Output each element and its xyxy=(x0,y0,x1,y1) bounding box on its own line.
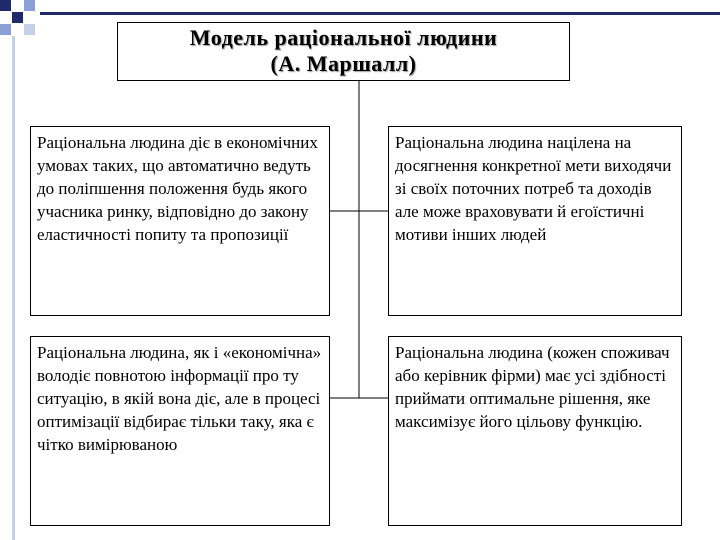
box-bottom-right: Раціональна людина (кожен споживач або керівник фірми) має усі здібності приймати оптимальне рішення, яке максимізує його цільову функцію. xyxy=(388,336,682,526)
title-line-2: (А. Маршалл) xyxy=(270,51,417,76)
title-box xyxy=(117,22,570,81)
box-bottom-left: Раціональна людина, як і «економічна» володіє повнотою інформації про ту ситуацію, в якій вона діє, але в процесі оптимізації відбирає тільки таку, яка є чітко вимірюваною xyxy=(30,336,330,526)
title-line-1: Модель раціональної людини xyxy=(189,25,498,50)
box-top-left: Раціональна людина діє в економічних умовах таких, що автоматично ведуть до поліпшення положення будь якого учасника ринку, відповідно до закону еластичності попиту та пропозиції xyxy=(30,126,330,316)
box-top-right: Раціональна людина націлена на досягнення конкретної мети виходячи зі своїх поточних потреб та доходів але може враховувати й егоїстичні мотиви інших людей xyxy=(388,126,682,316)
